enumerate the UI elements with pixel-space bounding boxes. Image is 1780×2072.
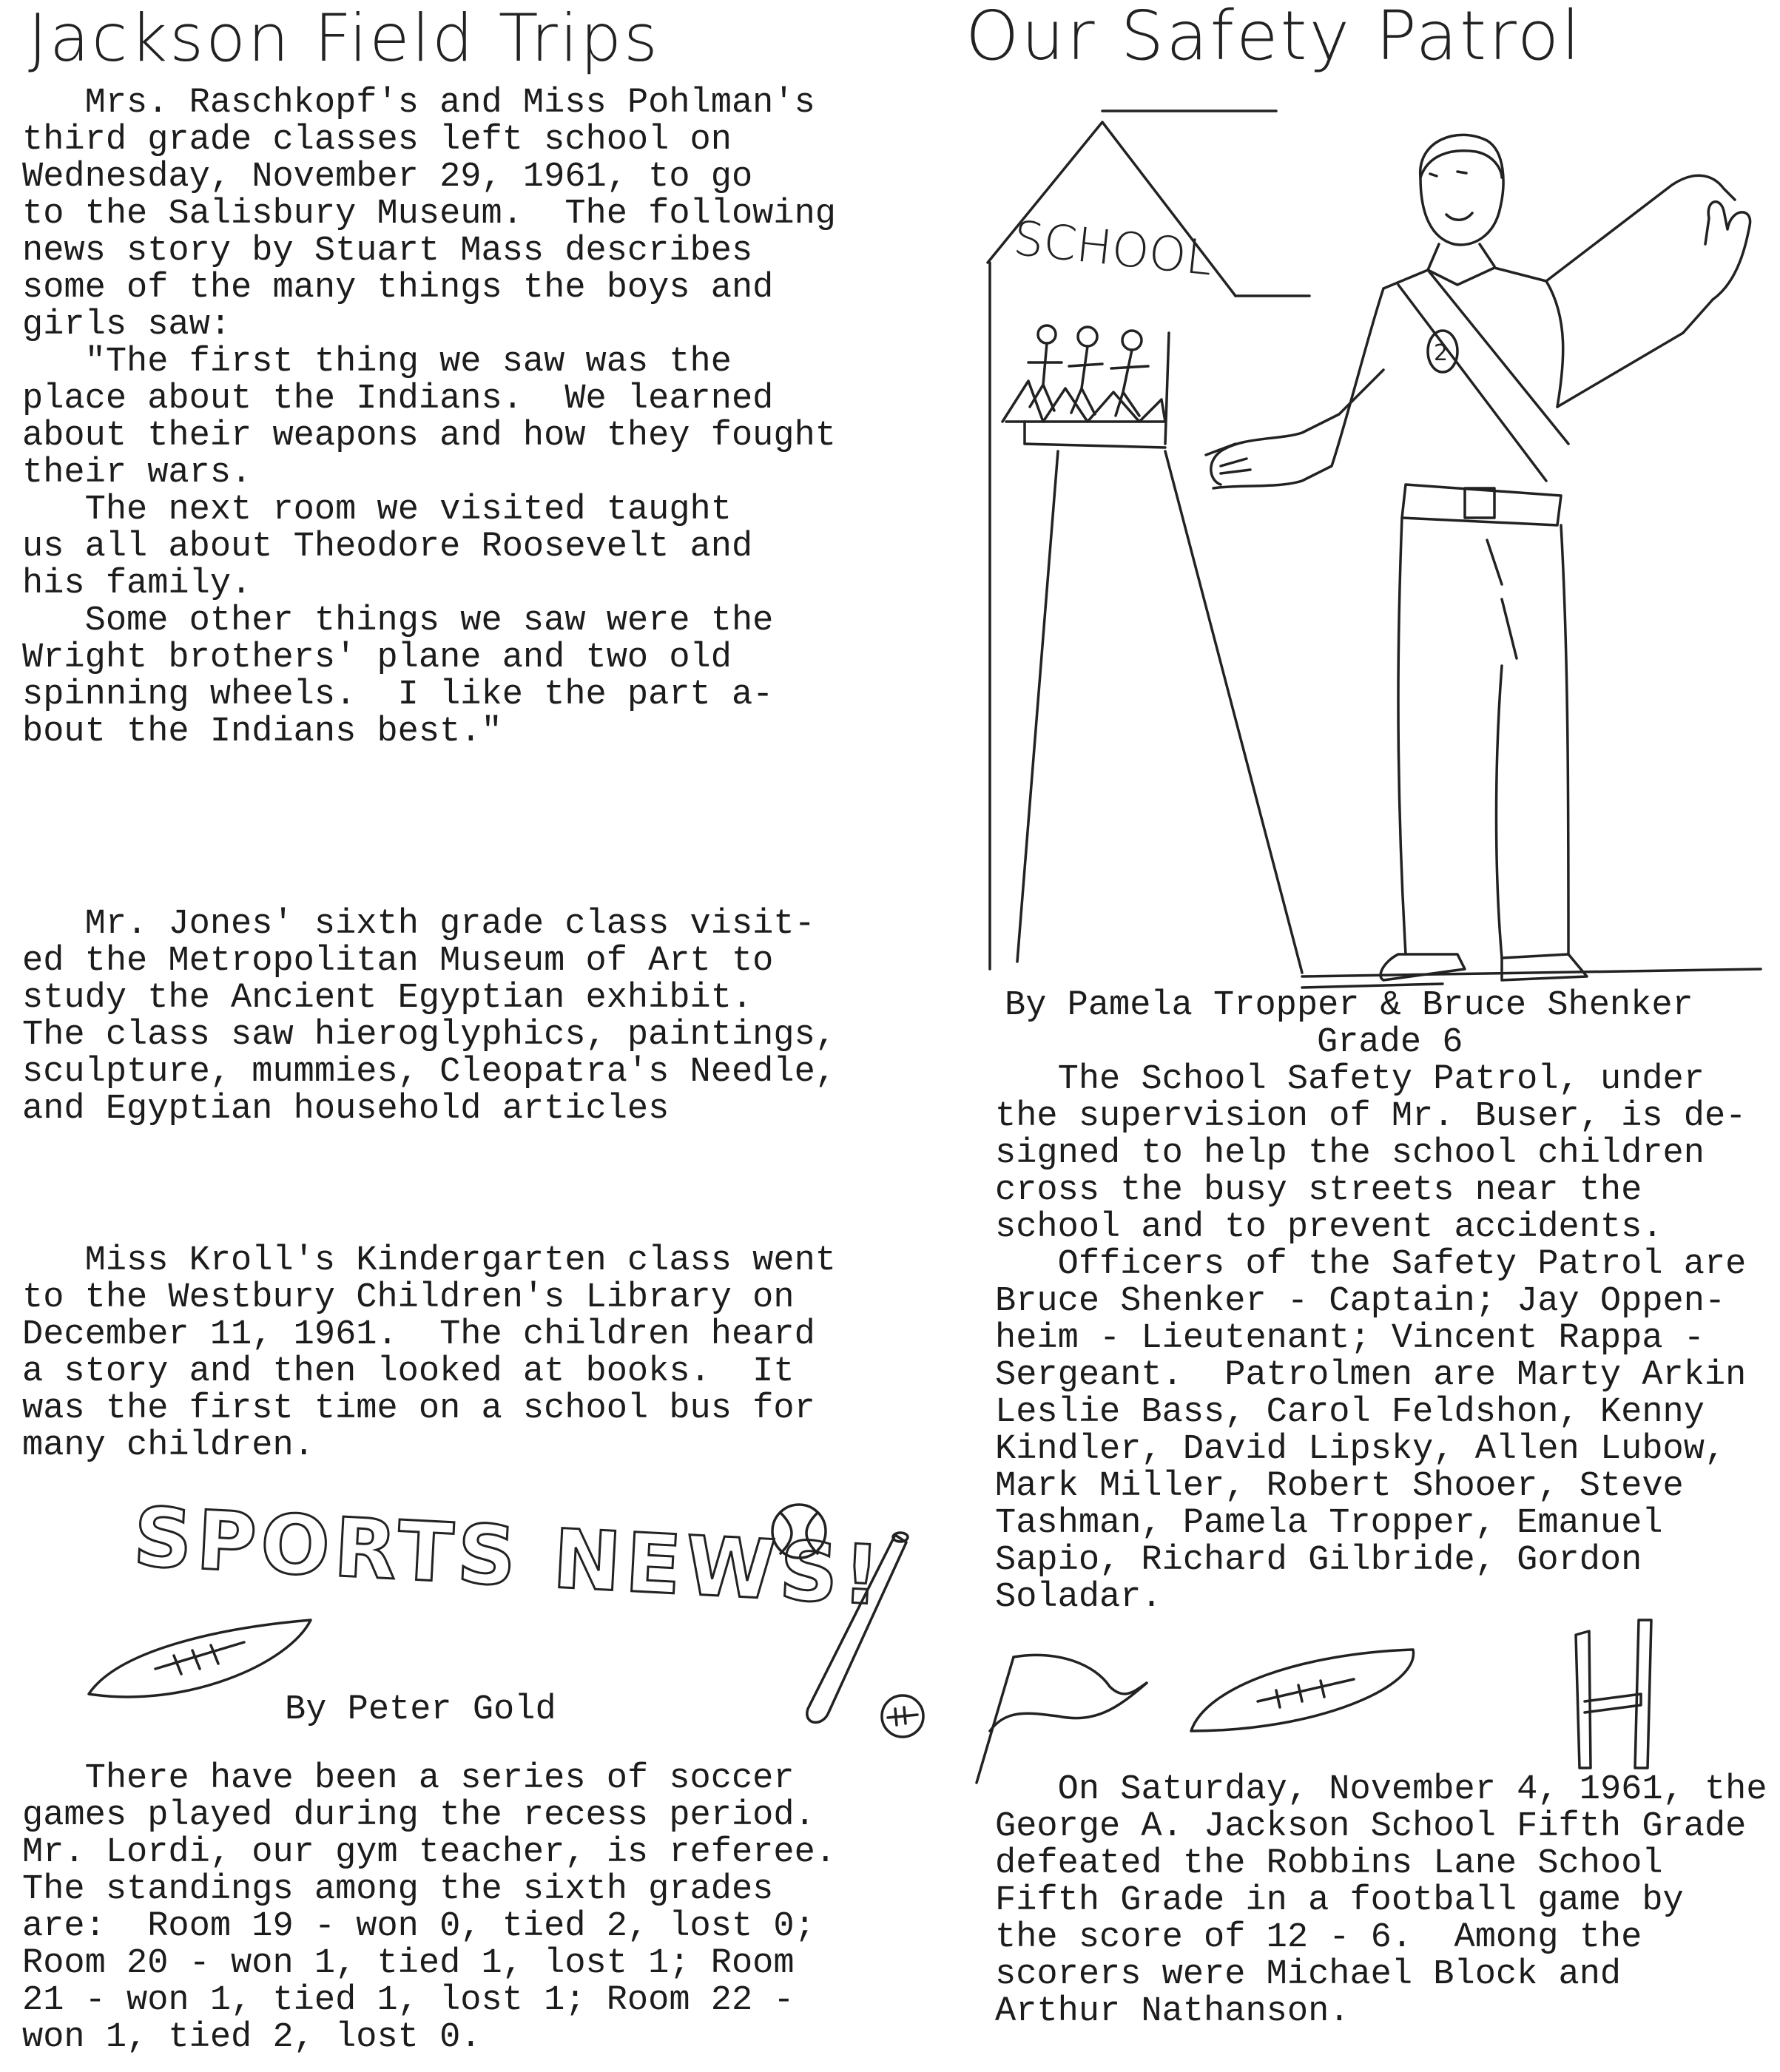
football-story: On Saturday, November 4, 1961, the George A. Jackson School Fifth Grade defeated the Robbins Lane School Fifth Grade in a football game by the score of 12 - 6. Among the scorers were Michael Block and Arthur Nathanson. bbox=[995, 1770, 1767, 2031]
safety-patrol-boy-drawing bbox=[1206, 135, 1761, 988]
safety-patrol-title: Our Safety Patrol bbox=[965, 0, 1582, 75]
safety-patrol-illustration bbox=[984, 96, 1776, 1013]
metropolitan-story: Mr. Jones' sixth grade class visit- ed the Metropolitan Museum of Art to study the Ancient Egyptian exhibit. The class saw hieroglyphics, paintings, sculpture, mummies, Cleopatra's Needle, and Egyptian household articles bbox=[22, 905, 836, 1129]
patrol-story: The School Safety Patrol, under the supervision of Mr. Buser, is de- signed to help the school children cross the busy streets near the school and to prevent accidents. Officers of the Safety Patrol are Bruce Shenker - Captain; Jay Oppen- heim - Lieutenant; Vincent Rappa - Sergeant. Patrolmen are Marty Arkin Leslie Bass, Carol Feldshon, Kenny Kindler, David Lipsky, Allen Lubow, Mark Miller, Robert Shooer, Steve Tashman, Pamela Tropper, Emanuel Sapio, Richard Gilbride, Gordon Soladar. bbox=[995, 1060, 1747, 1617]
small-ball-icon bbox=[882, 1695, 923, 1737]
baseball-icon bbox=[772, 1505, 826, 1558]
flag-icon bbox=[977, 1655, 1147, 1783]
patrol-byline: By Pamela Tropper & Bruce Shenker bbox=[1005, 986, 1693, 1025]
sports-byline: By Peter Gold bbox=[285, 1690, 556, 1730]
sports-news-title: SPORTS NEWS! bbox=[131, 1489, 887, 1624]
goalpost-icon bbox=[1576, 1620, 1651, 1768]
school-sign: SCHOOL bbox=[1011, 211, 1216, 287]
field-trips-title: Jackson Field Trips bbox=[28, 0, 660, 76]
bat-icon bbox=[807, 1533, 908, 1722]
badge-number: 2 bbox=[1434, 340, 1449, 366]
football-icon bbox=[89, 1620, 311, 1697]
library-story: Miss Kroll's Kindergarten class went to the Westbury Children's Library on December 11, 1961. The children heard a story and then looked at books. It was the first time on a school bus for many children. bbox=[22, 1241, 836, 1465]
football-icon bbox=[1191, 1650, 1414, 1731]
football-doodles bbox=[984, 1620, 1768, 1790]
museum-story: Mrs. Raschkopf's and Miss Pohlman's third grade classes left school on Wednesday, November 29, 1961, to go to the Salisbury Museum. The following news story by Stuart Mass describes some of the many things the boys and girls saw: "The first thing we saw was the place about the Indians. We learned about their weapons and how they fought their wars. The next room we visited taught us all about Theodore Roosevelt and his family. Some other things we saw were the Wright brothers' plane and two old spinning wheels. I like the part a- bout the Indians best." bbox=[22, 84, 836, 752]
soccer-story: There have been a series of soccer games played during the recess period. Mr. Lordi, our gym teacher, is referee. The standings among the sixth grades are: Room 19 - won 0, tied 2, lost 0; Room 20 - won 1, tied 1, lost 1; Room 21 - won 1, tied 1, lost 1; Room 22 - won 1, tied 2, lost 0. bbox=[22, 1759, 836, 2057]
patrol-grade: Grade 6 bbox=[1317, 1023, 1463, 1062]
